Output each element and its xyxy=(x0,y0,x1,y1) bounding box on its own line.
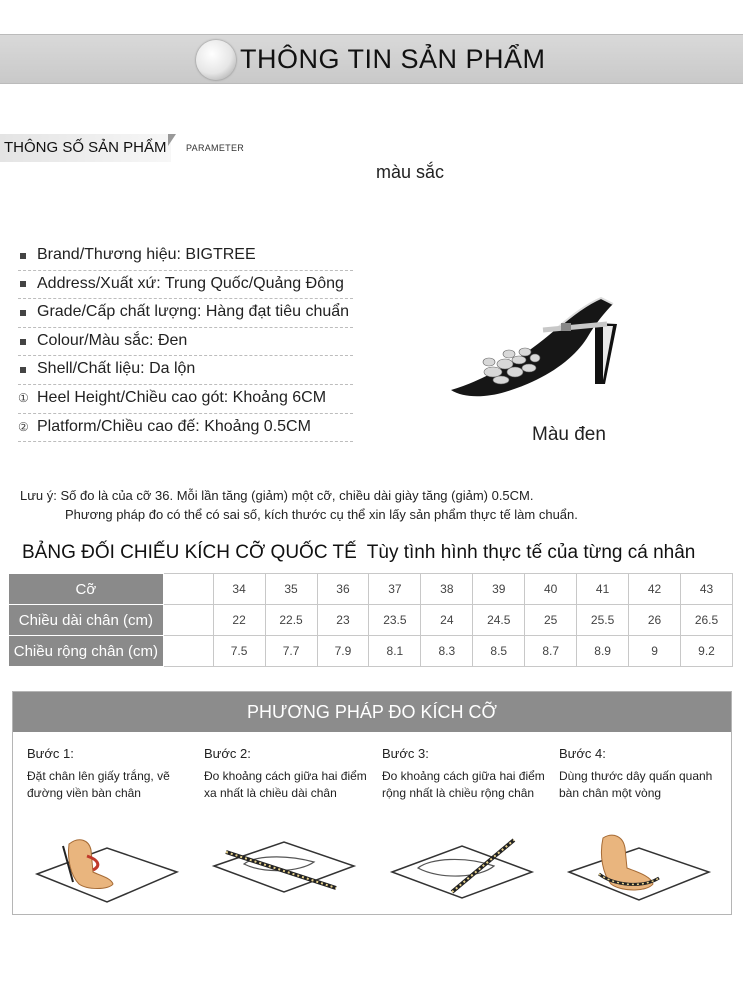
table-cell: 9 xyxy=(629,636,681,667)
spec-item xyxy=(18,356,353,385)
table-cell: 8.9 xyxy=(577,636,629,667)
shoe-caption: Màu đen xyxy=(532,424,606,445)
row-label: Cỡ xyxy=(9,574,164,605)
note-line-2: Phương pháp đo có thể có sai số, kích thước cụ thể xin lấy sản phẩm thực tế làm chuẩn. xyxy=(65,507,578,522)
spec-text: Shell/Chất liệu: Da lộn xyxy=(37,360,196,378)
table-cell: 8.1 xyxy=(369,636,421,667)
parameter-heading-label: THÔNG SỐ SẢN PHẨM xyxy=(0,134,171,162)
table-cell: 24.5 xyxy=(473,605,525,636)
table-cell: 25.5 xyxy=(577,605,629,636)
step-title: Bước 3: xyxy=(382,746,429,761)
table-cell: 41 xyxy=(577,574,629,605)
tape-around-foot-illustration-icon xyxy=(559,826,719,906)
table-row xyxy=(9,574,733,605)
measure-step-3 xyxy=(382,746,552,906)
size-table xyxy=(8,573,733,667)
size-table-heading xyxy=(22,542,695,564)
table-cell: 40 xyxy=(525,574,577,605)
table-cell: 7.9 xyxy=(317,636,369,667)
measure-section xyxy=(12,691,732,915)
page-title: THÔNG TIN SẢN PHẨM xyxy=(240,44,546,74)
table-row xyxy=(9,605,733,636)
step-desc: Dùng thước dây quấn quanh bàn chân một vòng xyxy=(559,769,713,800)
step-title: Bước 2: xyxy=(204,746,251,761)
header-banner xyxy=(0,34,743,84)
spec-text: Address/Xuất xứ: Trung Quốc/Quảng Đông xyxy=(37,274,344,292)
note-block xyxy=(20,486,578,524)
table-cell: 8.5 xyxy=(473,636,525,667)
table-cell: 23.5 xyxy=(369,605,421,636)
row-label: Chiều rộng chân (cm) xyxy=(9,636,164,667)
circled-number-icon: ② xyxy=(18,419,29,434)
table-cell: 39 xyxy=(473,574,525,605)
table-cell: 36 xyxy=(317,574,369,605)
table-cell: 26 xyxy=(629,605,681,636)
spacer-cell xyxy=(163,605,213,636)
table-cell: 43 xyxy=(680,574,732,605)
table-cell: 42 xyxy=(629,574,681,605)
parameter-heading-sub: PARAMETER xyxy=(186,143,245,153)
table-cell: 38 xyxy=(421,574,473,605)
step-desc: Đo khoảng cách giữa hai điểm xa nhất là chiều dài chân xyxy=(204,769,367,800)
step-title: Bước 4: xyxy=(559,746,606,761)
circle-ornament-icon xyxy=(196,40,236,80)
spec-text: Platform/Chiều cao đế: Khoảng 0.5CM xyxy=(37,417,311,435)
table-cell: 24 xyxy=(421,605,473,636)
size-table-subtitle: Tùy tình hình thực tế của từng cá nhân xyxy=(366,542,696,563)
measure-step-1 xyxy=(27,746,197,906)
ruler-length-illustration-icon xyxy=(204,826,364,906)
bullet-square-icon xyxy=(18,362,37,376)
spec-text: Colour/Màu sắc: Đen xyxy=(37,331,188,349)
spec-text: Brand/Thương hiệu: BIGTREE xyxy=(37,246,256,263)
circled-number-icon: ① xyxy=(18,390,29,405)
table-cell: 25 xyxy=(525,605,577,636)
ruler-width-illustration-icon xyxy=(382,826,542,906)
step-desc: Đặt chân lên giấy trắng, vẽ đường viền bàn chân xyxy=(27,769,170,800)
table-cell: 7.7 xyxy=(265,636,317,667)
spec-item xyxy=(18,242,353,271)
step-title: Bước 1: xyxy=(27,746,74,761)
spacer-cell xyxy=(163,574,213,605)
foot-outline-illustration-icon xyxy=(27,826,187,906)
spec-item xyxy=(18,385,353,414)
color-heading: màu sắc xyxy=(376,162,445,182)
row-label: Chiều dài chân (cm) xyxy=(9,605,164,636)
table-cell: 7.5 xyxy=(213,636,265,667)
note-line-1: Lưu ý: Số đo là của cỡ 36. Mỗi lần tăng (giảm) một cỡ, chiều dài giày tăng (giảm) 0.5CM. xyxy=(20,488,534,503)
table-cell: 8.3 xyxy=(421,636,473,667)
spec-list xyxy=(18,242,353,442)
spec-item xyxy=(18,414,353,443)
table-cell: 34 xyxy=(213,574,265,605)
bullet-square-icon xyxy=(18,334,37,348)
spacer-cell xyxy=(163,636,213,667)
step-desc: Đo khoảng cách giữa hai điểm rộng nhất là chiều rộng chân xyxy=(382,769,545,800)
table-cell: 22.5 xyxy=(265,605,317,636)
table-cell: 35 xyxy=(265,574,317,605)
black-suede-shoe-image xyxy=(445,268,643,420)
measure-title: PHƯƠNG PHÁP ĐO KÍCH CỠ xyxy=(13,692,731,732)
spec-text: Grade/Cấp chất lượng: Hàng đạt tiêu chuẩn xyxy=(37,303,350,321)
table-cell: 9.2 xyxy=(680,636,732,667)
spec-item xyxy=(18,271,353,300)
corner-triangle-icon xyxy=(168,134,176,146)
spec-item xyxy=(18,328,353,357)
table-cell: 37 xyxy=(369,574,421,605)
table-cell: 26.5 xyxy=(680,605,732,636)
bullet-square-icon xyxy=(18,305,37,319)
table-cell: 22 xyxy=(213,605,265,636)
spec-text: Heel Height/Chiều cao gót: Khoảng 6CM xyxy=(37,388,327,406)
parameter-heading xyxy=(0,134,250,162)
spec-item xyxy=(18,299,353,328)
table-row xyxy=(9,636,733,667)
measure-step-4 xyxy=(559,746,729,906)
table-cell: 8.7 xyxy=(525,636,577,667)
measure-step-2 xyxy=(204,746,374,906)
table-cell: 23 xyxy=(317,605,369,636)
bullet-square-icon xyxy=(18,277,37,291)
bullet-square-icon xyxy=(18,248,37,262)
size-table-title: BẢNG ĐỐI CHIẾU KÍCH CỠ QUỐC TẾ xyxy=(22,542,357,563)
